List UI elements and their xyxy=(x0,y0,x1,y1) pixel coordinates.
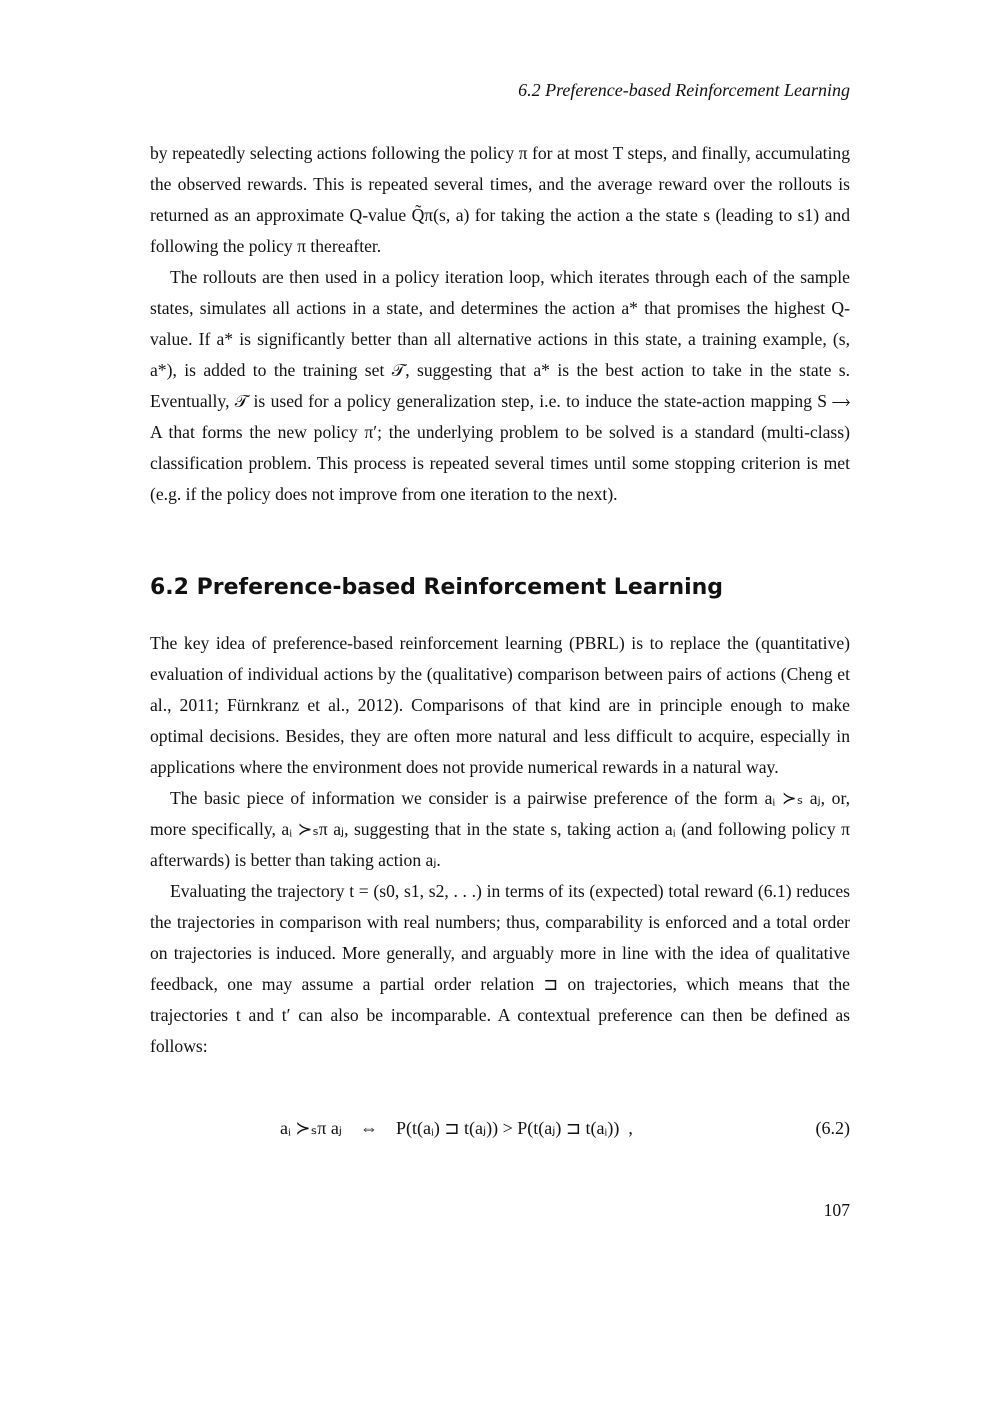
paragraph: The rollouts are then used in a policy iteration loop, which iterates through each of the sample states, simulates all actions in a state, and determines the action a* that promises the highest Q-value. If a* is significantly better than all alternative actions in this state, a training example, (s, a*), is added to the training set 𝒯, suggesting that a* is the best action to take in the state s. Eventually, 𝒯 is used for a policy generalization step, i.e. to induce the state-action mapping S ⟶ A that forms the new policy π′; the underlying problem to be solved is a standard (multi-class) classification problem. This process is repeated several times until some stopping criterion is met (e.g. if the policy does not improve from one iteration to the next). xyxy=(150,267,850,504)
paragraph: Evaluating the trajectory t = (s0, s1, s2, . . .) in terms of its (expected) total reward (6.1) reduces the trajectories in comparison with real numbers; thus, comparability is enforced and a total order on trajectories is induced. More generally, and arguably more in line with the idea of qualitative feedback, one may assume a partial order relation ⊐ on trajectories, which means that the trajectories t and t′ can also be incomparable. A contextual preference can then be defined as follows: xyxy=(150,881,850,1056)
body-text-top xyxy=(150,138,850,510)
paragraph: The key idea of preference-based reinforcement learning (PBRL) is to replace the (quantitative) evaluation of individual actions by the (qualitative) comparison between pairs of actions (Cheng et al., 2011; Fürnkranz et al., 2012). Comparisons of that kind are in principle enough to make optimal decisions. Besides, they are often more natural and less difficult to acquire, especially in applications where the environment does not provide numerical rewards in a natural way. xyxy=(150,633,850,777)
paragraph: by repeatedly selecting actions following the policy π for at most T steps, and finally, accumulating the observed rewards. This is repeated several times, and the average reward over the rollouts is returned as an approximate Q-value Q̃π(s, a) for taking the action a the state s (leading to s1) and following the policy π thereafter. xyxy=(150,143,850,256)
equation xyxy=(150,1118,850,1150)
equation-number: (6.2) xyxy=(815,1118,850,1138)
page xyxy=(150,0,850,1414)
equation-body: aᵢ ≻ₛπ aⱼ ⇔ P(t(aᵢ) ⊐ t(aⱼ)) > P(t(aⱼ) ⊐ t(aᵢ)) , xyxy=(280,1118,633,1138)
section-heading: 6.2 Preference-based Reinforcement Learning xyxy=(150,575,724,600)
running-head: 6.2 Preference-based Reinforcement Learning xyxy=(518,80,850,100)
page-number: 107 xyxy=(823,1200,850,1220)
paragraph: The basic piece of information we consider is a pairwise preference of the form aᵢ ≻ₛ aⱼ, or, more specifically, aᵢ ≻ₛπ aⱼ, suggesting that in the state s, taking action aᵢ (and following policy π afterwards) is better than taking action aⱼ. xyxy=(150,788,850,870)
body-text-bottom xyxy=(150,628,850,1062)
